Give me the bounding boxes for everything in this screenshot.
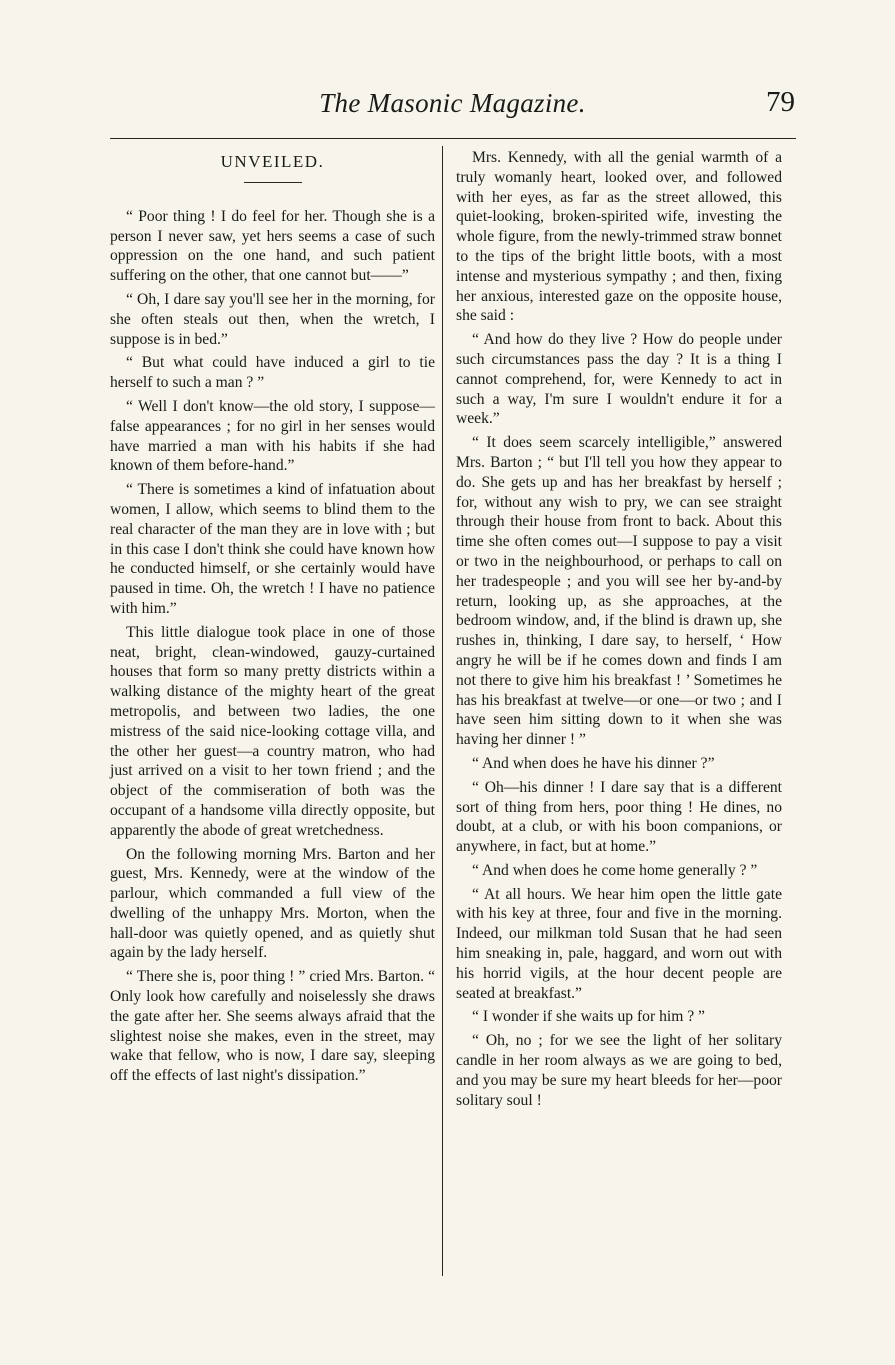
article-title: UNVEILED. <box>220 152 325 171</box>
paragraph: “ Well I don't know—the old story, I suppose—false appearances ; for no girl in her senses would have married a man with his habits if she had known of them before-hand.” <box>110 397 435 475</box>
paragraph: “ But what could have induced a girl to tie herself to such a man ? ” <box>110 354 435 392</box>
paragraph: “ There she is, poor thing ! ” cried Mrs. Barton. “ Only look how carefully and noiselessly she draws the gate after her. She seems always afraid that the slightest noise she makes, even in the street, may wake that fellow, who is now, I dare say, sleeping off the effects of last night's dissipation.” <box>110 968 435 1085</box>
paragraph: “ Oh—his dinner ! I dare say that is a different sort of thing from hers, poor thing ! He dines, no doubt, at a club, or with his boon companions, or anywhere, in fact, but at home.” <box>456 778 782 856</box>
paragraph: “ There is sometimes a kind of infatuation about women, I allow, which seems to blind them to the real character of the man they are in love with ; but in this case I don't think she could have known how he conducted himself, or she certainly would have paused in time. Oh, the wretch ! I have no patience with him.” <box>110 481 435 617</box>
paragraph: “ And how do they live ? How do people under such circumstances pass the day ? It is a thing I cannot comprehend, for, were Kennedy to act in such a way, I'm sure I wouldn't endure it for a week.” <box>456 331 782 428</box>
title-rule <box>244 182 302 183</box>
running-head <box>110 86 795 130</box>
paragraph: “ And when does he have his dinner ?” <box>472 754 715 772</box>
paragraph: On the following morning Mrs. Barton and her guest, Mrs. Kennedy, were at the window of the parlour, which commanded a full view of the dwelling of the unhappy Mrs. Morton, when the hall-door was quietly opened, and as quietly shut again by the lady herself. <box>110 845 435 962</box>
paragraph: Mrs. Kennedy, with all the genial warmth of a truly womanly heart, looked over, and followed with her eyes, as far as the street allowed, this quiet-looking, broken-spirited wife, investing the whole figure, from the newly-trimmed straw bonnet to the tips of the bright little boots, with a most intense and mysterious sympathy ; and then, fixing her anxious, interested gaze on the opposite house, she said : <box>456 149 782 325</box>
paragraph: “ Oh, no ; for we see the light of her solitary candle in her room always as we are going to bed, and you may be sure my heart bleeds for her—poor solitary soul ! <box>456 1032 782 1109</box>
page-number: 79 <box>766 86 795 118</box>
paragraph: “ Oh, I dare say you'll see her in the morning, for she often steals out then, when the wretch, I suppose is in bed.” <box>110 290 435 348</box>
header-rule <box>110 138 796 139</box>
paragraph: “ Poor thing ! I do feel for her. Though she is a person I never saw, yet hers seems a case of such oppression on the one hand, and such patient suffering on the other, that one cannot but——” <box>110 207 435 285</box>
journal-title: The Masonic Magazine. <box>319 88 586 118</box>
left-column <box>110 148 435 1090</box>
paragraph: “ And when does he come home generally ? ” <box>472 861 758 879</box>
paragraph: “ At all hours. We hear him open the little gate with his key at three, four and five in the morning. Indeed, our milkman told Susan that he had seen him sneaking in, pale, haggard, and worn out with his horrid vigils, at the hour decent people are seated at breakfast.” <box>456 885 782 1002</box>
right-column <box>456 148 782 1114</box>
paragraph: “ It does seem scarcely intelligible,” answered Mrs. Barton ; “ but I'll tell you how they appear to do. She gets up and has her breakfast by herself ; for, without any wish to pry, we can see straight through their house from front to back. About this time she often comes out—I suppose to pay a visit or two in the neighbourhood, or perhaps to call on her tradespeople ; and you will see her by-and-by return, looking up, as she approaches, at the bedroom window, and, if the blind is drawn up, she rushes in, thinking, I dare say, to herself, ‘ How angry he will be if he comes down and finds I am not there to give him his breakfast ! ’ Sometimes he has his breakfast at twelve—or one—or two ; and I have seen him sitting down to it when she was having her dinner ! ” <box>456 434 782 749</box>
column-divider <box>442 146 443 1276</box>
paragraph: This little dialogue took place in one of those neat, bright, clean-windowed, gauzy-curtained houses that form so many pretty districts within a walking distance of the mighty heart of the great metropolis, and between two ladies, the one mistress of the said nice-looking cottage villa, and the other her guest—a country matron, who had just arrived on a visit to her town friend ; and the object of the commiseration of both was the occupant of a handsome villa directly opposite, but apparently the abode of great wretchedness. <box>110 623 435 839</box>
paragraph: “ I wonder if she waits up for him ? ” <box>472 1008 705 1026</box>
